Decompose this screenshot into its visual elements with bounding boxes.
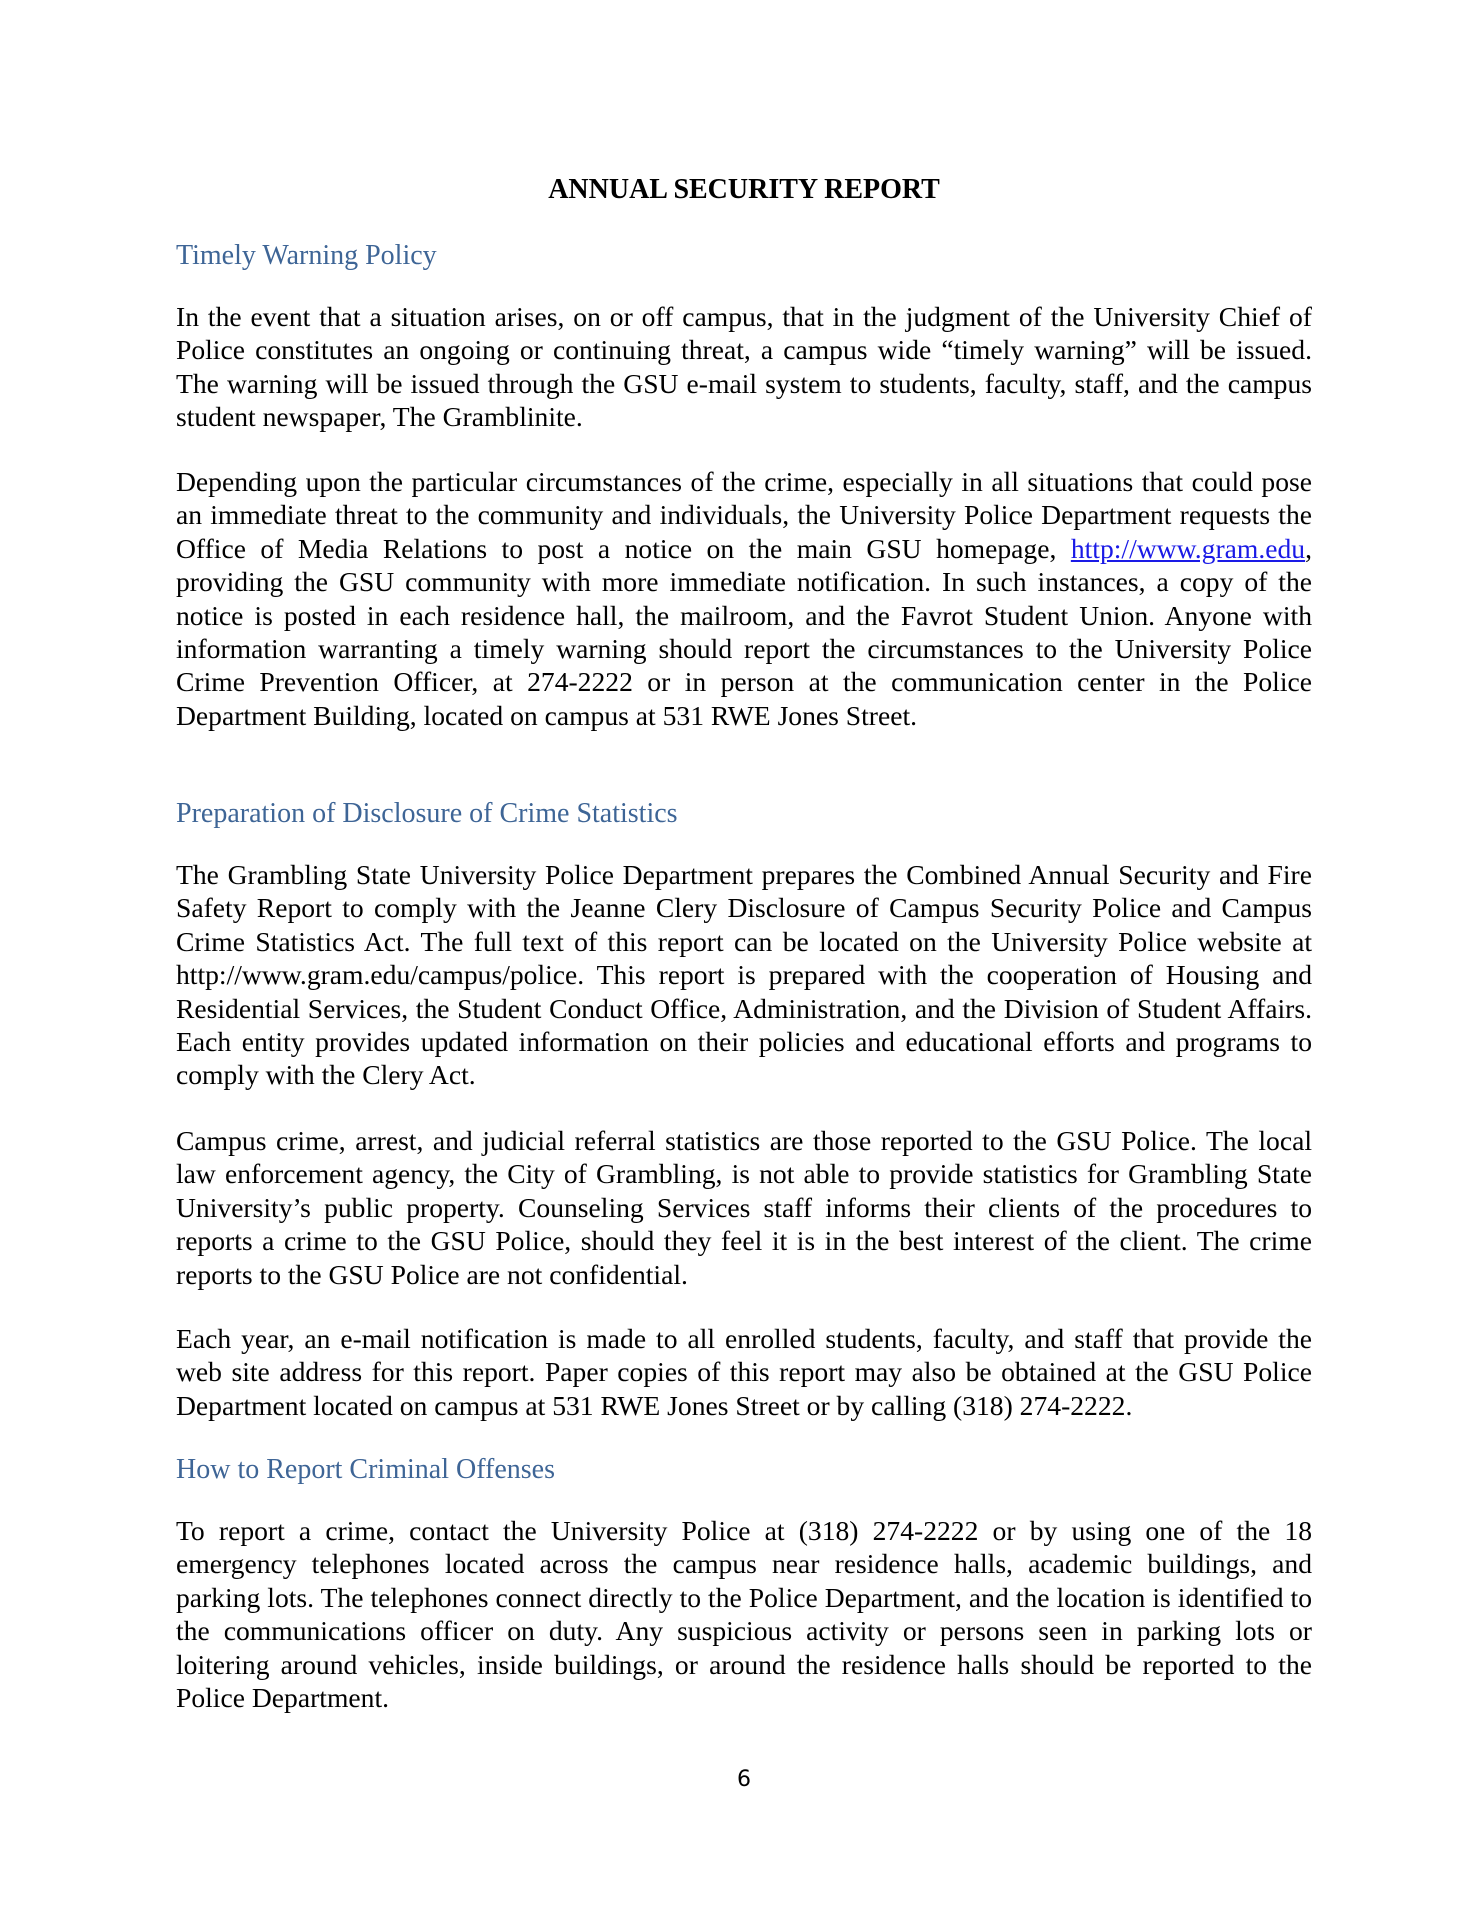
document-page [176,0,1312,1920]
gram-edu-link[interactable]: http://www.gram.edu [1070,532,1306,564]
page-title: ANNUAL SECURITY REPORT [548,174,940,205]
section-heading-timely-warning: Timely Warning Policy [176,240,437,271]
section-heading-how-to-report: How to Report Criminal Offenses [176,1454,555,1485]
paragraph-preparation-1: The Grambling State University Police Department prepares the Combined Annual Security and Fire Safety Report to comply with the Jeanne Clery Disclosure of Campus Security Police and Campus Crime Statistics Act. The full text of this report can be located on the University Police website at http://www.gram.edu/campus/police. This report is prepared with the cooperation of Housing and Residential Services, the Student Conduct Office, Administration, and the Division of Student Affairs. Each entity provides updated information on their policies and educational efforts and programs to comply with the Clery Act. [176,859,1312,1091]
paragraph-preparation-3: Each year, an e-mail notification is made to all enrolled students, faculty, and staff that provide the web site address for this report. Paper copies of this report may also be obtained at the GSU Police Department located on campus at 531 RWE Jones Street or by calling (318) 274-2222. [176,1323,1312,1421]
paragraph-text: , providing the GSU community with more immediate notification. In such instances, a copy of the notice is posted in each residence hall, the mailroom, and the Favrot Student Union. Anyone with information warranting a timely warning should report the circumstances to the University Police Crime Prevention Officer, at 274-2222 or in person at the communication center in the Police Department Building, located on campus at 531 RWE Jones Street. [176,532,1312,731]
paragraph-text: Depending upon the particular circumstances of the crime, especially in all situations that could pose an immediate threat to the community and individuals, the University Police Department requests the Office of Media Relations to post a notice on the main GSU homepage, [176,466,1312,564]
paragraph-timely-warning-2 [176,465,1312,732]
section-heading-preparation: Preparation of Disclosure of Crime Statistics [176,798,678,829]
page-number: 6 [737,1767,751,1792]
paragraph-preparation-2: Campus crime, arrest, and judicial referral statistics are those reported to the GSU Police. The local law enforcement agency, the City of Grambling, is not able to provide statistics for Grambling State University’s public property. Counseling Services staff informs their clients of the procedures to reports a crime to the GSU Police, should they feel it is in the best interest of the client. The crime reports to the GSU Police are not confidential. [176,1125,1312,1290]
paragraph-how-to-report-1: To report a crime, contact the University Police at (318) 274-2222 or by using one of the 18 emergency telephones located across the campus near residence halls, academic buildings, and parking lots. The telephones connect directly to the Police Department, and the location is identified to the communications officer on duty. Any suspicious activity or persons seen in parking lots or loitering around vehicles, inside buildings, or around the residence halls should be reported to the Police Department. [176,1515,1312,1714]
paragraph-timely-warning-1: In the event that a situation arises, on or off campus, that in the judgment of the University Chief of Police constitutes an ongoing or continuing threat, a campus wide “timely warning” will be issued. The warning will be issued through the GSU e-mail system to students, faculty, staff, and the campus student newspaper, The Gramblinite. [176,301,1312,433]
